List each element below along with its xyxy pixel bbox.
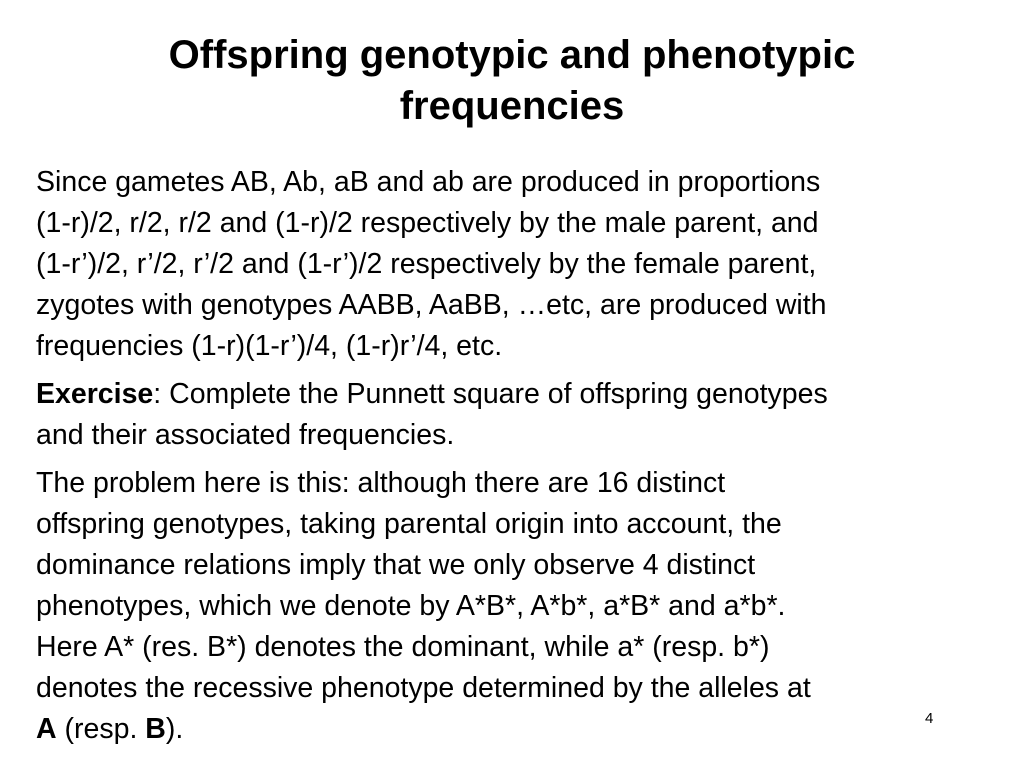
text-line: dominance relations imply that we only observe 4 distinct (36, 549, 756, 581)
locus-b-label: B (145, 713, 166, 745)
text-line (36, 709, 996, 750)
slide-title-line-1: Offspring genotypic and phenotypic (168, 33, 856, 77)
text-line: phenotypes, which we denote by A*B*, A*b*, a*B* and a*b*. (36, 590, 786, 622)
text-line: frequencies (1-r)(1-r’)/4, (1-r)r’/4, etc. (36, 330, 503, 362)
slide-title-line-2: frequencies (399, 84, 625, 128)
text-line: denotes the recessive phenotype determined by the alleles at (36, 672, 811, 704)
text-line: zygotes with genotypes AABB, AaBB, …etc, are produced with (36, 289, 827, 321)
exercise-text: : Complete the Punnett square of offspring genotypes (153, 378, 828, 410)
paragraph-gametes (36, 162, 996, 367)
slide-title (60, 30, 964, 132)
text-line: (1-r)/2, r/2, r/2 and (1-r)/2 respectively by the male parent, and (36, 207, 819, 239)
text-line: Since gametes AB, Ab, aB and ab are produced in proportions (36, 166, 821, 198)
text-line: offspring genotypes, taking parental origin into account, the (36, 508, 782, 540)
text-fragment: ). (165, 713, 184, 745)
paragraph-exercise (36, 374, 996, 456)
text-fragment: (resp. (56, 713, 146, 745)
text-line: The problem here is this: although there are 16 distinct (36, 467, 726, 499)
page-number: 4 (925, 710, 934, 727)
text-line: (1-r’)/2, r’/2, r’/2 and (1-r’)/2 respectively by the female parent, (36, 248, 817, 280)
slide-body (36, 162, 996, 757)
paragraph-problem (36, 463, 996, 750)
text-line (36, 374, 996, 415)
text-line: Here A* (res. B*) denotes the dominant, while a* (resp. b*) (36, 631, 770, 663)
locus-a-label: A (36, 713, 57, 745)
text-line: and their associated frequencies. (36, 419, 455, 451)
exercise-label: Exercise (36, 378, 154, 410)
